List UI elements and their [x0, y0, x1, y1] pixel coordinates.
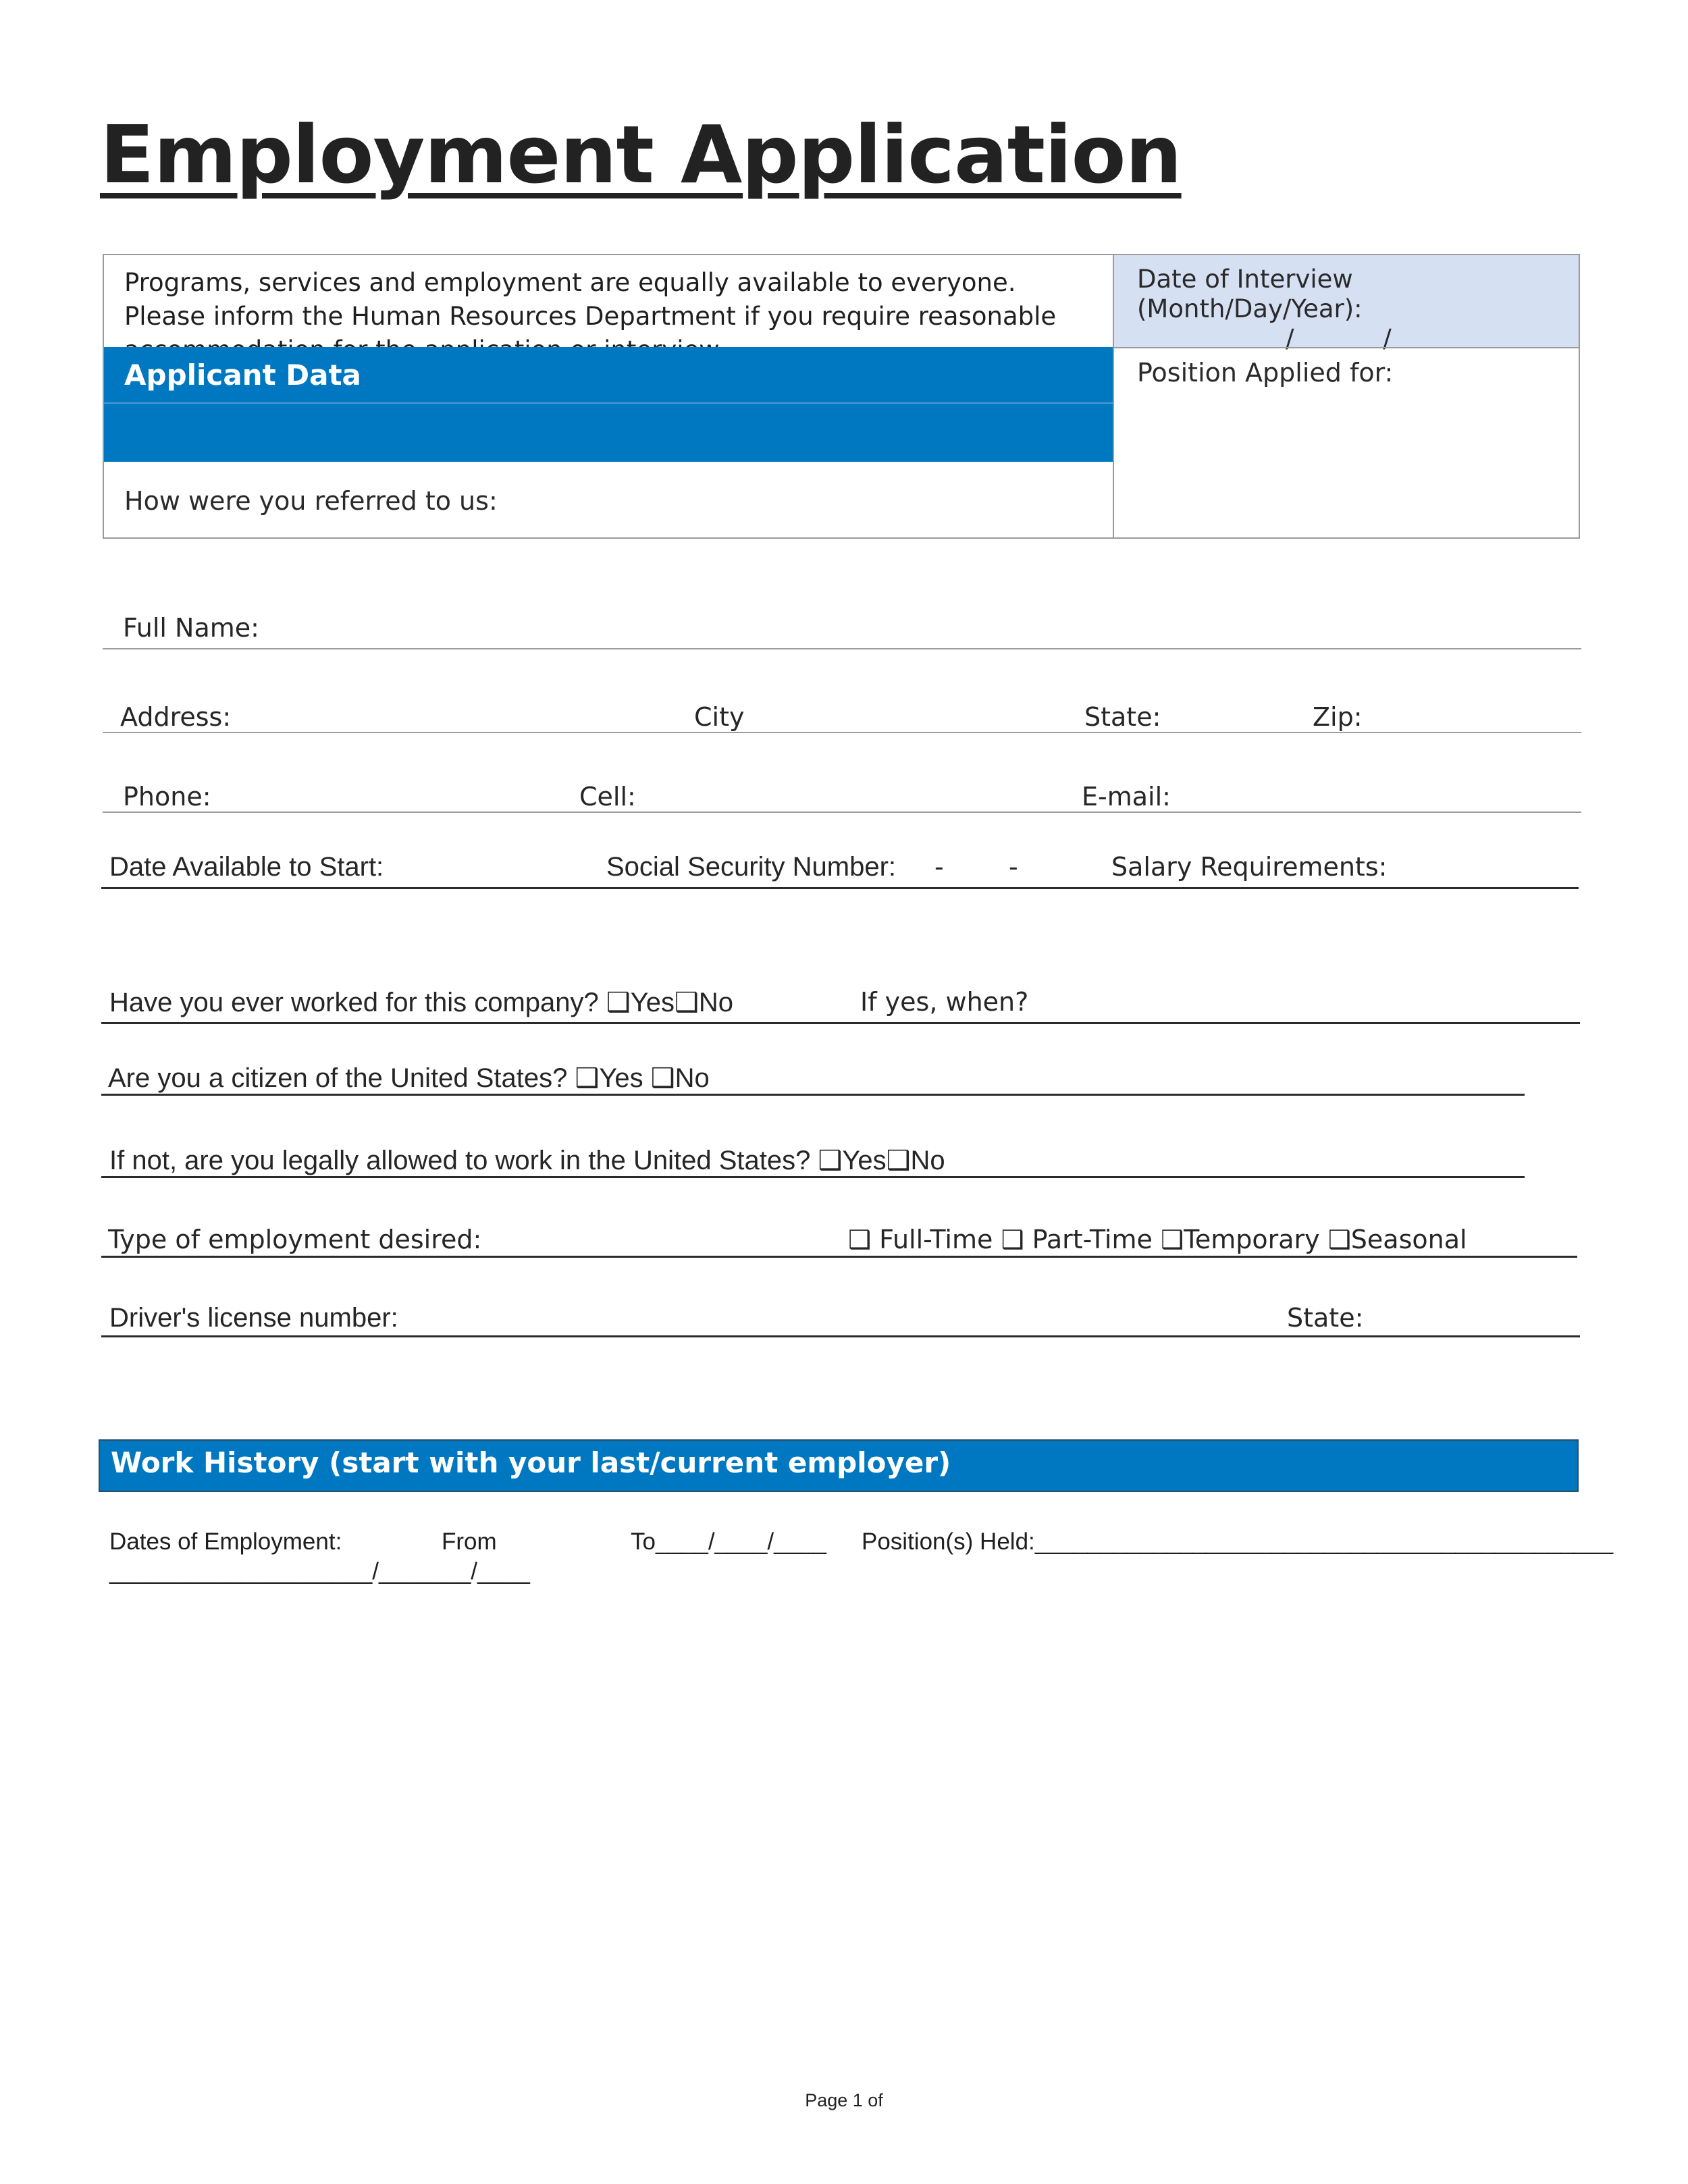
- date-available-field[interactable]: [101, 887, 1579, 889]
- ssn-dash: -: [934, 852, 944, 882]
- ssn-label: Social Security Number:: [606, 852, 897, 882]
- address-field[interactable]: [103, 732, 1581, 733]
- checkbox-icon[interactable]: ❑: [650, 1063, 675, 1093]
- page-title: Employment Application: [100, 108, 1182, 201]
- address-label: Address:: [120, 702, 232, 732]
- city-label: City: [694, 702, 745, 732]
- interview-date-blank: / /: [1286, 324, 1392, 353]
- employment-type-options: ❑ Full-Time ❑ Part-Time ❑Temporary ❑Seasonal: [848, 1225, 1467, 1254]
- worked-before-question: Have you ever worked for this company? ❑Yes❑No: [109, 988, 734, 1017]
- salary-label: Salary Requirements:: [1111, 852, 1388, 882]
- drivers-license-label: Driver's license number:: [109, 1303, 398, 1333]
- checkbox-icon[interactable]: ❑: [575, 1063, 600, 1093]
- drivers-license-field[interactable]: [101, 1335, 1580, 1337]
- referred-label[interactable]: How were you referred to us:: [124, 486, 498, 516]
- full-name-field[interactable]: [103, 648, 1581, 649]
- page-number: Page 1 of: [805, 2090, 883, 2110]
- employment-type-label: Type of employment desired:: [108, 1225, 482, 1254]
- checkbox-icon[interactable]: ❑: [1160, 1225, 1184, 1254]
- checkbox-icon[interactable]: ❑: [675, 988, 699, 1017]
- if-yes-when-label: If yes, when?: [860, 987, 1029, 1017]
- checkbox-icon[interactable]: ❑: [1001, 1225, 1024, 1254]
- positions-held-field[interactable]: Position(s) Held:____________________________________________: [862, 1528, 1614, 1555]
- state-label: State:: [1084, 702, 1161, 732]
- applicant-data-bar: [104, 404, 1113, 462]
- legally-allowed-field[interactable]: [101, 1176, 1525, 1178]
- phone-field[interactable]: [103, 811, 1581, 813]
- position-applied-label[interactable]: Position Applied for:: [1113, 347, 1579, 537]
- legally-allowed-question: If not, are you legally allowed to work in the United States? ❑Yes❑No: [109, 1146, 945, 1175]
- ssn-dash: -: [1009, 852, 1018, 882]
- checkbox-icon[interactable]: ❑: [818, 1146, 843, 1175]
- to-date-field[interactable]: To____/____/____: [631, 1528, 826, 1555]
- dates-of-employment-label: Dates of Employment:: [109, 1528, 342, 1555]
- email-label: E-mail:: [1082, 782, 1171, 811]
- cell-label: Cell:: [579, 782, 636, 811]
- zip-label: Zip:: [1313, 702, 1363, 732]
- full-name-label: Full Name:: [123, 613, 259, 643]
- date-available-label: Date Available to Start:: [109, 852, 384, 882]
- from-label: From: [442, 1528, 497, 1555]
- employment-type-field[interactable]: [101, 1256, 1577, 1258]
- equal-opportunity-notice: Programs, services and employment are equally available to everyone. Please inform the Human Resources Department if you require reasonable: [124, 268, 1057, 331]
- license-state-label: State:: [1287, 1303, 1364, 1333]
- citizen-field[interactable]: [101, 1094, 1525, 1096]
- checkbox-icon[interactable]: ❑: [606, 988, 631, 1017]
- checkbox-icon[interactable]: ❑: [848, 1225, 872, 1254]
- applicant-data-header: Applicant Data: [104, 347, 1113, 404]
- interview-date-label: Date of Interview (Month/Day/Year):: [1137, 265, 1363, 323]
- citizen-question: Are you a citizen of the United States? ❑Yes ❑No: [108, 1063, 710, 1093]
- work-history-header: Work History (start with your last/current employer): [99, 1439, 1579, 1492]
- intake-table: [103, 254, 1580, 539]
- interview-date-cell[interactable]: [1113, 255, 1579, 353]
- worked-before-field[interactable]: [101, 1022, 1580, 1024]
- checkbox-icon[interactable]: ❑: [886, 1146, 911, 1175]
- from-date-field[interactable]: ____________________/_______/____: [109, 1558, 530, 1584]
- phone-label: Phone:: [123, 782, 211, 811]
- checkbox-icon[interactable]: ❑: [1327, 1225, 1351, 1254]
